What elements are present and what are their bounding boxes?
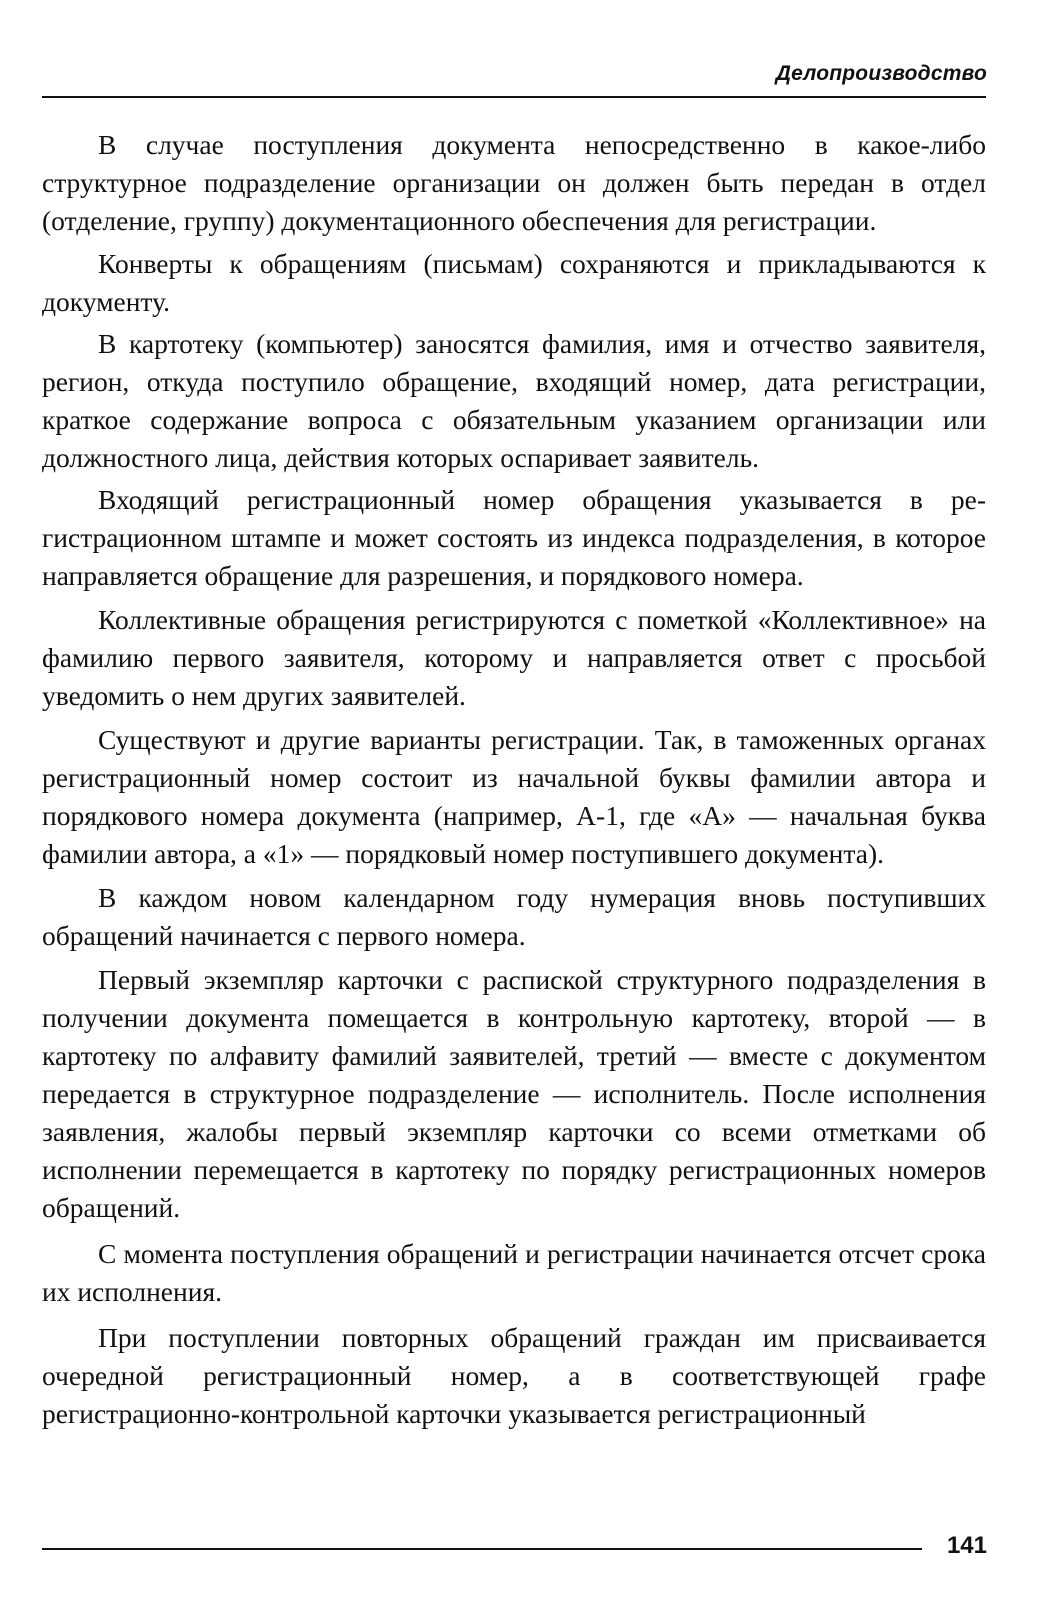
paragraph: В картотеку (компьютер) заносятся фамилия, имя и отчество заявителя, регион, откуда поступило обращение, входящий номер, дата регистрации, краткое содержание вопроса с обязательным указанием организации или должностного лица, действия которых оспаривает заявитель. <box>42 328 986 473</box>
paragraph: С момента поступления обращений и регистрации начинается отсчет срока их исполнения. <box>42 1238 986 1307</box>
paragraph: В случае поступления документа непосредственно в какое-либо структурное подразделение организации он должен быть передан в отдел (отделение, группу) документационного обеспечения для регистрации. <box>42 129 986 236</box>
page-number: 141 <box>946 1532 987 1559</box>
paragraph: При поступлении повторных обращений граждан им присваивается очередной регистрационный номер, а в соответствующей графе регистрационно-контрольной карточки указывается регистрационный <box>42 1322 986 1429</box>
running-title: Делопроизводство <box>775 62 987 85</box>
paragraph: Существуют и другие варианты регистрации. Так, в таможенных органах регистрационный номер состоит из начальной буквы фамилии автора и порядкового номера документа (например, А-1, где «А» — начальная буква фамилии автора, а «1» — порядковый номер поступившего документа). <box>42 724 986 869</box>
paragraph: Входящий регистрационный номер обращения указывается в регистрационном штампе и может состоять из индекса подразделения, в которое направляется обращение для разрешения, и порядкового номера. <box>42 484 986 591</box>
paragraph: Коллективные обращения регистрируются с пометкой «Коллективное» на фамилию первого заявителя, которому и направляется ответ с просьбой уведомить о нем других заявителей. <box>42 604 986 711</box>
paragraph: Первый экземпляр карточки с распиской структурного подразделения в получении документа помещается в контрольную картотеку, второй — в картотеку по алфавиту фамилий заявителей, третий — вместе с документом передается в структурное подразделение — исполнитель. После исполнения заявления, жалобы первый экземпляр карточки со всеми отметками об исполнении перемещается в картотеку по порядку регистрационных номеров обращений. <box>42 964 986 1223</box>
paragraph: Конверты к обращениям (письмам) сохраняются и прикладываются к документу. <box>42 248 986 317</box>
footer-rule <box>42 1548 922 1550</box>
header-rule <box>42 96 986 98</box>
paragraph: В каждом новом календарном году нумерация вновь поступивших обращений начинается с первого номера. <box>42 882 986 951</box>
body-text <box>42 126 986 1433</box>
